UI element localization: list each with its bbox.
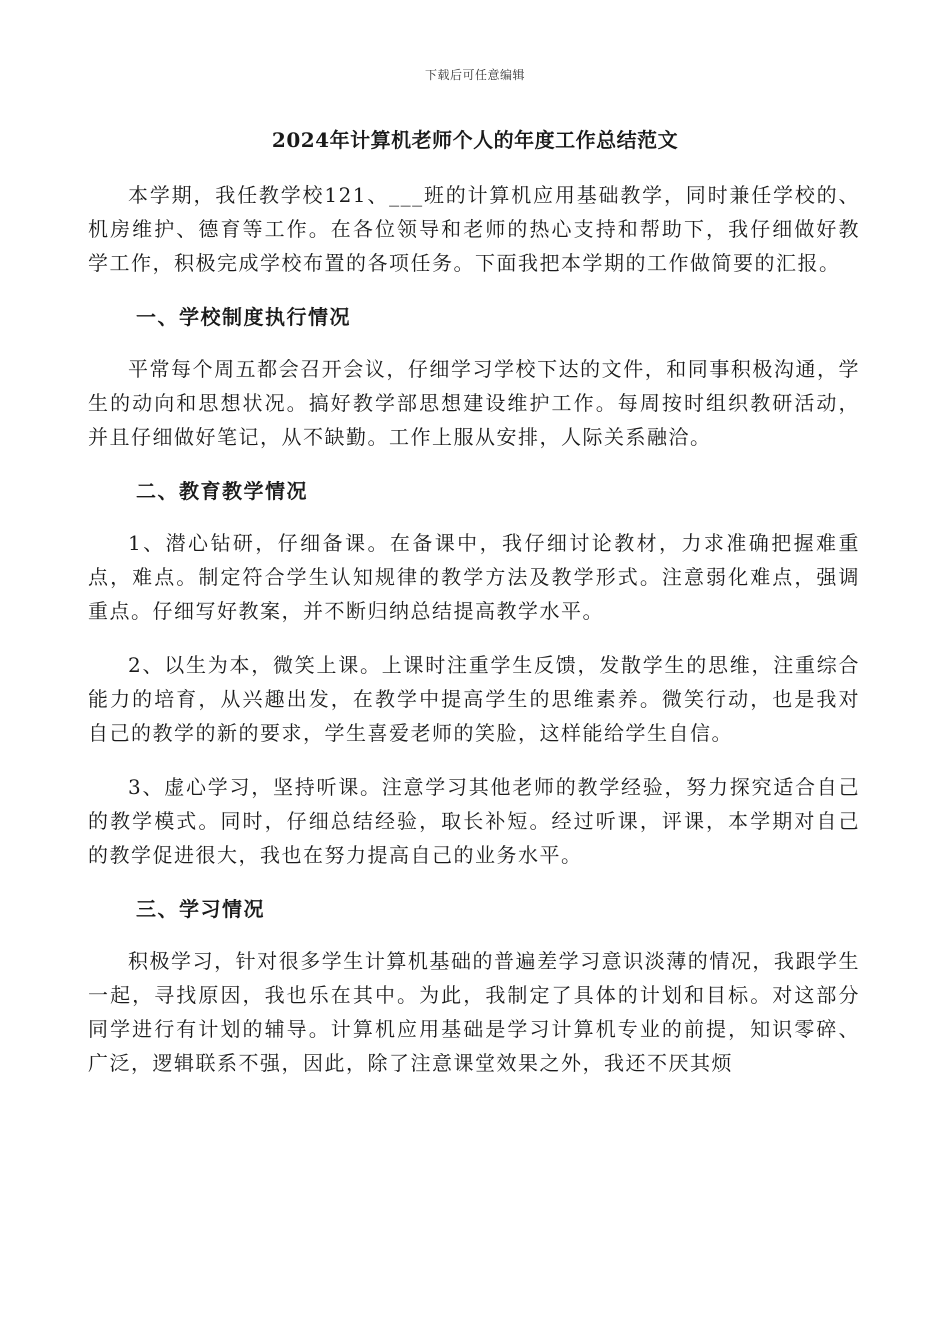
header-note: 下载后可任意编辑 xyxy=(424,68,525,82)
section-heading-3: 三、学习情况 xyxy=(136,897,265,921)
section-2-paragraph-2: 2、以生为本，微笑上课。上课时注重学生反馈，发散学生的思维，注重综合能力的培育，从兴趣出发，在教学中提高学生的思维素养。微笑行动，也是我对自己的教学的新的要求，学生喜爱老师的笑脸，这样能给学生自信。 xyxy=(88,653,860,745)
section-3-paragraph-1: 积极学习，针对很多学生计算机基础的普遍差学习意识淡薄的情况，我跟学生一起，寻找原因，我也乐在其中。为此，我制定了具体的计划和目标。对这部分同学进行有计划的辅导。计算机应用基础是学习计算机专业的前提，知识零碎、广泛，逻辑联系不强，因此，除了注意课堂效果之外，我还不厌其烦 xyxy=(88,949,860,1075)
section-1-paragraph-1: 平常每个周五都会召开会议，仔细学习学校下达的文件，和同事积极沟通，学生的动向和思想状况。搞好教学部思想建设维护工作。每周按时组织教研活动，并且仔细做好笔记，从不缺勤。工作上服从安排，人际关系融洽。 xyxy=(88,357,860,449)
section-heading-2: 二、教育教学情况 xyxy=(136,479,308,503)
section-2-paragraph-3: 3、虚心学习，坚持听课。注意学习其他老师的教学经验，努力探究适合自己的教学模式。同时，仔细总结经验，取长补短。经过听课，评课，本学期对自己的教学促进很大，我也在努力提高自己的业务水平。 xyxy=(88,775,860,867)
section-2-paragraph-1: 1、潜心钻研，仔细备课。在备课中，我仔细讨论教材，力求准确把握难重点，难点。制定符合学生认知规律的教学方法及教学形式。注意弱化难点，强调重点。仔细写好教案，并不断归纳总结提高教学水平。 xyxy=(88,531,860,623)
document-body xyxy=(88,178,860,1100)
intro-paragraph: 本学期，我任教学校121、___班的计算机应用基础教学，同时兼任学校的、机房维护、德育等工作。在各位领导和老师的热心支持和帮助下，我仔细做好教学工作，积极完成学校布置的各项任务。下面我把本学期的工作做简要的汇报。 xyxy=(88,183,860,275)
section-heading-1: 一、学校制度执行情况 xyxy=(136,305,351,329)
document-title: 2024年计算机老师个人的年度工作总结范文 xyxy=(271,128,679,152)
